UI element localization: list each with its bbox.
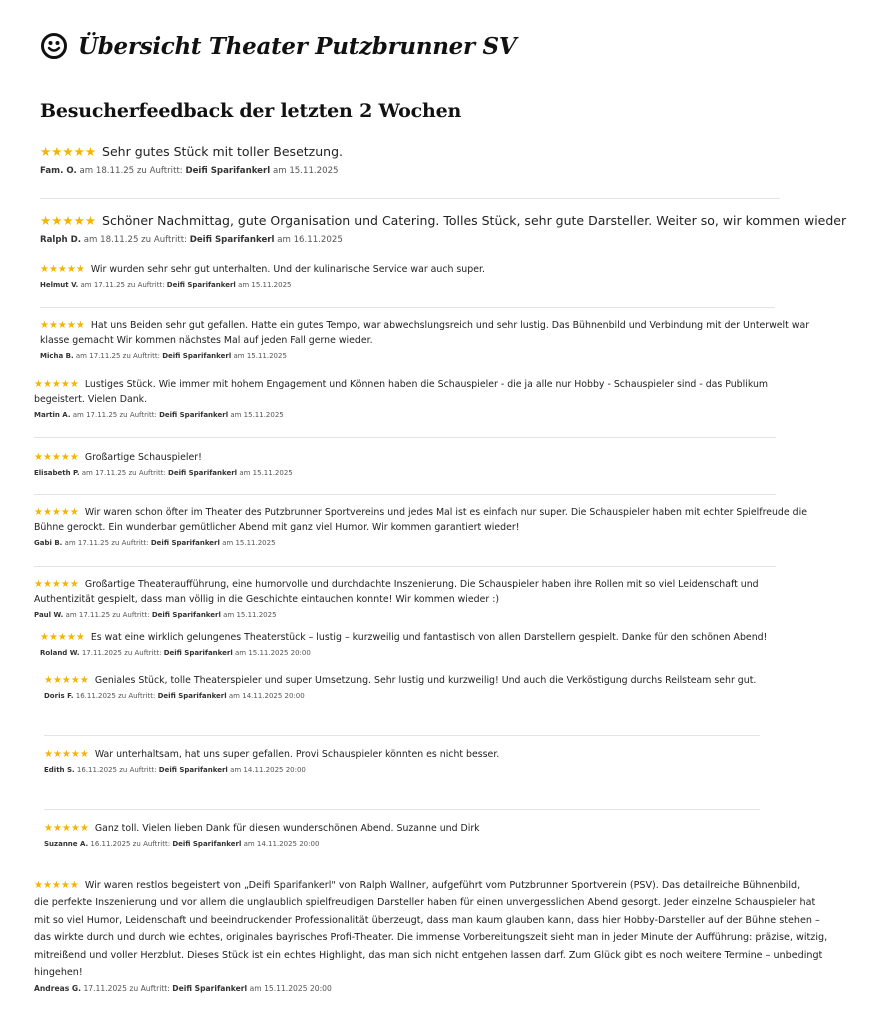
divider — [44, 735, 760, 736]
review-show-date: 15.11.2025 20:00 — [264, 984, 332, 994]
page-header — [40, 32, 516, 60]
review-item — [34, 505, 807, 547]
review-show-date: 15.11.2025 — [289, 166, 339, 176]
meta-on-label: am — [243, 840, 255, 848]
meta-on-label: am — [230, 766, 242, 774]
smiley-circle-icon — [40, 32, 68, 60]
review-show: Deifi Sparifankerl — [172, 840, 242, 848]
review-show: Deifi Sparifankerl — [189, 235, 275, 245]
review-text: Wir waren schon öfter im Theater des Putzbrunner Sportvereins und jedes Mal ist es einfach nur super. Die Schauspieler haben mit echter Spielfreude die — [84, 507, 807, 518]
review-author: Gabi B. — [34, 539, 63, 547]
meta-on-label: am — [75, 352, 87, 360]
review-date: 16.11.2025 — [75, 692, 116, 700]
review-show-date: 14.11.2025 20:00 — [243, 766, 306, 774]
review-author: Elisabeth P. — [34, 469, 80, 477]
star-rating: ★★★★★ — [34, 379, 79, 390]
review-text-line — [40, 318, 809, 333]
review-author: Andreas G. — [34, 984, 82, 994]
review-author: Paul W. — [34, 611, 64, 619]
review-show-date: 15.11.2025 — [236, 611, 277, 619]
review-item — [34, 577, 759, 619]
review-show: Deifi Sparifankerl — [168, 469, 238, 477]
review-text-line — [34, 929, 827, 946]
review-show: Deifi Sparifankerl — [172, 984, 248, 994]
review-item — [40, 262, 485, 289]
review-author: Fam. O. — [40, 166, 77, 176]
review-text-line — [34, 912, 827, 929]
meta-on-label: am — [277, 235, 291, 245]
review-item — [34, 377, 768, 419]
review-item — [40, 213, 846, 245]
review-text: mitreißend und voller Herzblut. Dieses Stück ist ein echtes Highlight, das man sich nicht entgehen lassen darf. Zum Glück gibt es noch weitere Termine – unbedingt — [34, 949, 823, 961]
review-date: 17.11.25 — [86, 411, 118, 419]
review-text: Wir waren restlos begeistert von „Deifi Sparifankerl" von Ralph Wallner, aufgeführt vom Putzbrunner Sportverein (PSV). Das detailreiche Bühnenbild, — [84, 880, 801, 891]
meta-on-label: am — [80, 281, 92, 289]
divider — [40, 307, 775, 308]
meta-on-label: am — [233, 352, 245, 360]
review-text: Ganz toll. Vielen lieben Dank für diesen wunderschönen Abend. Suzanne und Dirk — [94, 823, 480, 834]
review-text: das wirkte durch und durch wie echtes, originales bayrisches Profi-Theater. Die immense Vorbereitungszeit sieht man in jeder Minute der Aufführung: präzise, witzig, — [34, 932, 828, 944]
star-rating: ★★★★★ — [40, 264, 85, 275]
review-show-date: 15.11.2025 — [246, 352, 287, 360]
meta-on-label: am — [239, 469, 251, 477]
review-show-date: 15.11.2025 — [243, 411, 284, 419]
review-text: Geniales Stück, tolle Theaterspieler und super Umsetzung. Sehr lustig und kurzweilig! Und auch die Verköstigung durchs Reilsteam sehr gut. — [94, 675, 757, 686]
star-rating: ★★★★★ — [44, 823, 89, 834]
review-meta — [34, 411, 768, 419]
review-meta — [44, 840, 480, 848]
review-date: 17.11.2025 — [81, 649, 122, 657]
meta-on-label: am — [79, 166, 94, 176]
review-text: War unterhaltsam, hat uns super gefallen. Provi Schauspieler könnten es nicht besser. — [94, 749, 500, 760]
review-show: Deifi Sparifankerl — [166, 281, 236, 289]
star-rating: ★★★★★ — [40, 213, 97, 228]
meta-order-label: zu Auftritt: — [132, 840, 171, 848]
divider — [44, 809, 760, 810]
page-title: Übersicht Theater Putzbrunner SV — [78, 32, 517, 60]
meta-on-label: am — [238, 281, 250, 289]
divider — [40, 198, 780, 199]
review-text: Bühne gerockt. Ein wunderbar gemütlicher Abend mit ganz viel Humor. Wir kommen garantiert wieder! — [34, 522, 520, 533]
review-text: Wir wurden sehr sehr gut unterhalten. Und der kulinarische Service war auch super. — [90, 264, 485, 275]
star-rating: ★★★★★ — [40, 632, 85, 643]
meta-order-label: zu Auftritt: — [118, 692, 156, 700]
review-meta — [40, 235, 846, 245]
review-text: Schöner Nachmittag, gute Organisation und Catering. Tolles Stück, sehr gute Darsteller. Weiter so, wir kommen wieder — [102, 213, 847, 228]
meta-order-label: zu Auftritt: — [141, 235, 187, 245]
star-rating: ★★★★★ — [40, 144, 97, 159]
divider — [34, 566, 776, 567]
review-show-date: 16.11.2025 — [293, 235, 343, 245]
review-item — [34, 450, 293, 477]
meta-order-label: zu Auftritt: — [119, 766, 157, 774]
review-text: Es wat eine wirklich gelungenes Theaterstück – lustig – kurzweilig und fantastisch von allen Darstellern gespielt. Danke für den schönen Abend! — [90, 632, 768, 643]
review-date: 17.11.25 — [93, 281, 125, 289]
review-item — [44, 821, 480, 848]
review-meta — [34, 984, 827, 993]
review-item — [44, 747, 499, 774]
review-show: Deifi Sparifankerl — [157, 692, 227, 700]
review-author: Suzanne A. — [44, 840, 89, 848]
meta-on-label: am — [249, 984, 262, 994]
meta-order-label: zu Auftritt: — [127, 281, 165, 289]
meta-order-label: zu Auftritt: — [111, 539, 149, 547]
meta-on-label: am — [83, 235, 98, 245]
review-show: Deifi Sparifankerl — [163, 649, 233, 657]
review-text: mit so viel Humor, Leidenschaft und beeindruckender Professionalität überzeugt, dass man kaum glauben kann, dass hier Hobby-Darsteller auf der Bühne stehen – — [34, 914, 820, 926]
review-text: begeistert. Vielen Dank. — [34, 394, 148, 405]
meta-order-label: zu Auftritt: — [122, 352, 160, 360]
review-show: Deifi Sparifankerl — [162, 352, 232, 360]
review-text: Lustiges Stück. Wie immer mit hohem Engagement und Können haben die Schauspieler - die ja alle nur Hobby - Schauspieler sind - das Publikum — [84, 379, 769, 390]
review-meta — [44, 692, 756, 700]
review-text-line — [40, 213, 846, 228]
review-show: Deifi Sparifankerl — [185, 166, 271, 176]
meta-order-label: zu Auftritt: — [128, 469, 166, 477]
review-date: 17.11.2025 — [83, 984, 127, 994]
review-text-line — [34, 520, 807, 535]
review-text-line — [44, 747, 499, 762]
review-item — [40, 630, 767, 657]
review-text-line — [40, 144, 343, 159]
review-text: Sehr gutes Stück mit toller Besetzung. — [102, 144, 343, 159]
review-text-line — [34, 577, 759, 592]
review-text-line — [40, 262, 485, 277]
meta-on-label: am — [81, 469, 93, 477]
star-rating: ★★★★★ — [34, 880, 79, 891]
review-text: Hat uns Beiden sehr gut gefallen. Hatte ein gutes Tempo, war abwechslungsreich und sehr lustig. Das Bühnenbild und Verbindung mit der Unterwelt war — [90, 320, 810, 331]
review-author: Doris F. — [44, 692, 74, 700]
meta-on-label: am — [223, 611, 235, 619]
review-show-date: 15.11.2025 — [235, 539, 276, 547]
review-item — [34, 877, 827, 993]
review-show-date: 15.11.2025 — [252, 469, 293, 477]
divider — [34, 494, 776, 495]
meta-on-label: am — [222, 539, 234, 547]
review-author: Roland W. — [40, 649, 80, 657]
review-text-line — [40, 333, 809, 348]
review-date: 17.11.25 — [78, 611, 111, 619]
star-rating: ★★★★★ — [44, 749, 89, 760]
review-date: 16.11.2025 — [90, 840, 131, 848]
section-title: Besucherfeedback der letzten 2 Wochen — [40, 100, 462, 122]
review-text: Großartige Schauspieler! — [84, 452, 202, 463]
review-date: 17.11.25 — [95, 469, 127, 477]
review-meta — [44, 766, 499, 774]
star-rating: ★★★★★ — [34, 579, 79, 590]
meta-on-label: am — [272, 166, 287, 176]
review-meta — [40, 649, 767, 657]
review-author: Martin A. — [34, 411, 71, 419]
review-text-line — [34, 450, 293, 465]
review-date: 18.11.25 — [100, 235, 139, 245]
review-text-line — [34, 377, 768, 392]
review-meta — [40, 352, 809, 360]
review-show-date: 14.11.2025 20:00 — [256, 840, 320, 848]
star-rating: ★★★★★ — [40, 320, 85, 331]
review-show: Deifi Sparifankerl — [151, 611, 221, 619]
review-date: 18.11.25 — [95, 166, 135, 176]
star-rating: ★★★★★ — [34, 452, 79, 463]
review-text: Authentizität gespielt, dass man völlig in die Geschichte eintauchen konnte! Wir kommen wieder :) — [34, 594, 500, 605]
review-text: die perfekte Inszenierung und vor allem die unglaublich spielfreudigen Darsteller haben für einen unvergesslichen Abend gesorgt. Jeder einzelne Schauspieler hat — [34, 897, 816, 909]
review-author: Helmut V. — [40, 281, 79, 289]
star-rating: ★★★★★ — [44, 675, 89, 686]
divider — [34, 437, 776, 438]
review-show: Deifi Sparifankerl — [159, 411, 229, 419]
review-meta — [40, 166, 343, 176]
review-meta — [34, 539, 807, 547]
review-author: Edith S. — [44, 766, 75, 774]
meta-on-label: am — [64, 539, 76, 547]
review-item — [40, 144, 343, 176]
review-show: Deifi Sparifankerl — [150, 539, 220, 547]
review-item — [40, 318, 809, 360]
review-show-date: 15.11.2025 — [251, 281, 292, 289]
meta-on-label: am — [230, 411, 242, 419]
review-text-line — [40, 630, 767, 645]
review-text-line — [34, 592, 759, 607]
review-text-line — [44, 673, 756, 688]
star-rating: ★★★★★ — [34, 507, 79, 518]
meta-order-label: zu Auftritt: — [124, 649, 162, 657]
review-show-date: 14.11.2025 20:00 — [242, 692, 305, 700]
review-text-line — [34, 964, 827, 981]
meta-on-label: am — [65, 611, 77, 619]
review-date: 16.11.2025 — [76, 766, 117, 774]
review-date: 17.11.25 — [77, 539, 110, 547]
review-date: 17.11.25 — [89, 352, 121, 360]
meta-order-label: zu Auftritt: — [136, 166, 183, 176]
meta-on-label: am — [234, 649, 247, 657]
review-item — [44, 673, 756, 700]
review-meta — [34, 611, 759, 619]
meta-order-label: zu Auftritt: — [112, 611, 150, 619]
review-text: klasse gemacht Wir kommen nächstes Mal auf jeden Fall gerne wieder. — [40, 335, 373, 346]
review-text-line — [34, 392, 768, 407]
meta-on-label: am — [72, 411, 84, 419]
review-text-line — [34, 877, 827, 894]
review-text: hingehen! — [34, 967, 83, 979]
review-text-line — [34, 947, 827, 964]
review-text-line — [34, 505, 807, 520]
review-meta — [34, 469, 293, 477]
review-meta — [40, 281, 485, 289]
review-text: Großartige Theateraufführung, eine humorvolle und durchdachte Inszenierung. Die Schauspieler haben ihre Rollen mit so viel Leidenschaft und — [84, 579, 759, 590]
meta-order-label: zu Auftritt: — [129, 984, 170, 994]
meta-on-label: am — [228, 692, 240, 700]
meta-order-label: zu Auftritt: — [119, 411, 157, 419]
review-text-line — [34, 894, 827, 911]
review-author: Ralph D. — [40, 235, 82, 245]
review-author: Micha B. — [40, 352, 74, 360]
review-text-line — [44, 821, 480, 836]
review-show-date: 15.11.2025 20:00 — [248, 649, 311, 657]
review-show: Deifi Sparifankerl — [158, 766, 228, 774]
